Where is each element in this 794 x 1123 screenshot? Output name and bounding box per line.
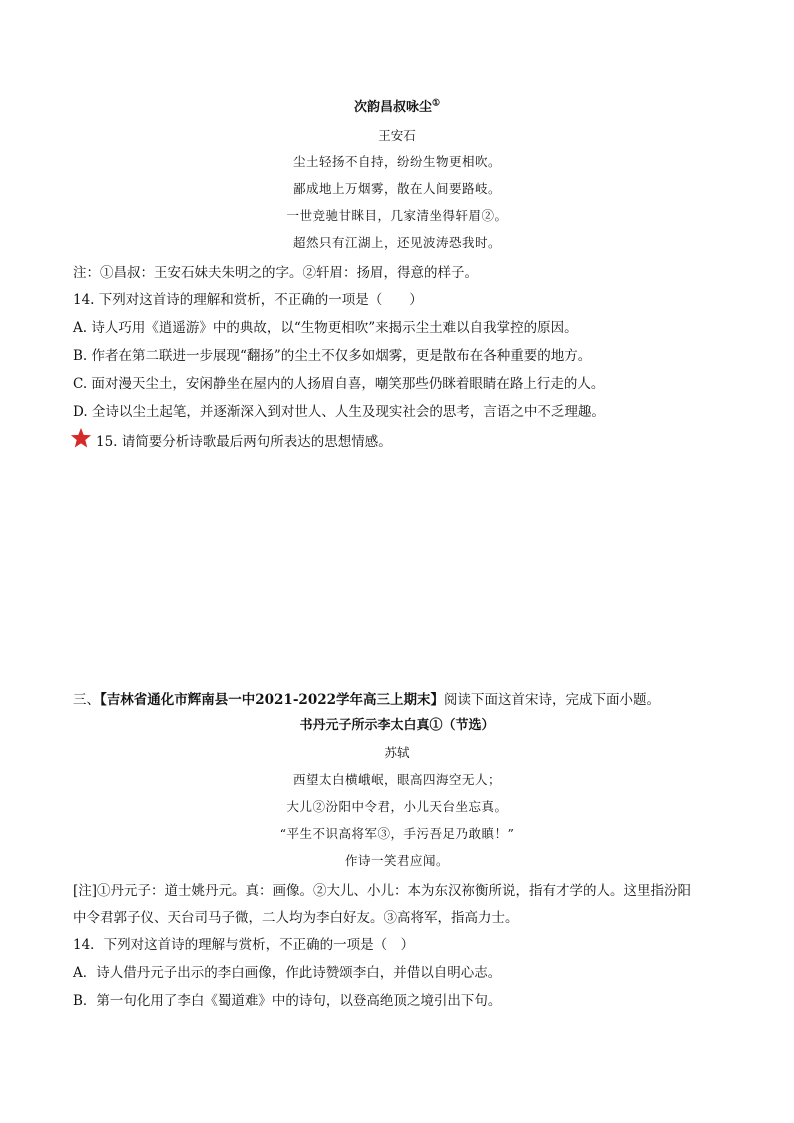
- poem2-line-4: 作诗一笑君应闻。: [344, 853, 449, 868]
- q14b-stem: 14．下列对这首诗的理解与赏析，不正确的一项是（ ）: [73, 937, 415, 953]
- q14a-option-a: A. 诗人巧用《逍遥游》中的典故，以“生物更相吹”来揭示尘土难以自我掌控的原因。: [73, 320, 578, 336]
- q14b-option-b: B．第一句化用了李白《蜀道难》中的诗句，以登高绝顶之境引出下句。: [73, 993, 502, 1009]
- poem1-note: 注：①昌叔：王安石妹夫朱明之的字。②轩眉：扬眉，得意的样子。: [73, 265, 478, 281]
- q14a-option-d: D. 全诗以尘土起笔，并逐渐深入到对世人、人生及现实社会的思考，言语之中不乏理趣。: [73, 404, 605, 420]
- poem1-line-3: 一世竞驰甘眯目，几家清坐得轩眉②。: [286, 208, 508, 223]
- poem2-note-line-1: [注]①丹元子：道士姚丹元。真：画像。②大儿、小儿：本为东汉祢衡所说，指有才学的人。这里指汾阳: [73, 883, 692, 899]
- q15-text: 15. 请简要分析诗歌最后两句所表达的思想情感。: [96, 434, 392, 450]
- poem1-line-1: 尘土轻扬不自持，纷纷生物更相吹。: [292, 154, 501, 169]
- poem1-line-2: 鄙成地上万烟雾，散在人间要路岐。: [292, 181, 501, 196]
- q14a-stem: 14. 下列对这首诗的理解和赏析，不正确的一项是（ ）: [73, 292, 423, 308]
- poem2-title: 书丹元子所示李太白真①（节选）: [299, 718, 495, 733]
- poem2-line-3: “平生不识高将军③，手污吾足乃敢瞋！”: [279, 826, 515, 841]
- star-icon: [70, 427, 92, 449]
- poem2-line-2: 大儿②汾阳中令君，小儿天台坐忘真。: [286, 799, 508, 814]
- q14b-option-a: A．诗人借丹元子出示的李白画像，作此诗赞颂李白，并借以自明心志。: [73, 965, 502, 981]
- poem2-author: 苏轼: [384, 745, 410, 760]
- q14a-option-b: B. 作者在第二联进一步展现“翻扬”的尘土不仅多如烟雾，更是散布在各种重要的地方。: [73, 348, 592, 364]
- poem1-author: 王安石: [378, 128, 416, 143]
- poem2-line-1: 西望太白横峨岷，眼高四海空无人；: [292, 772, 501, 787]
- poem1-title: 次韵昌叔咏尘①: [353, 98, 441, 115]
- poem1-line-4: 超然只有江湖上，还见波涛恐我时。: [292, 235, 501, 250]
- q14a-option-c: C. 面对漫天尘土，安闲静坐在屋内的人扬眉自喜，嘲笑那些仍眯着眼睛在路上行走的人。: [73, 376, 605, 392]
- poem2-note-line-2: 中令君郭子仪、天台司马子微，二人均为李白好友。③高将军，指高力士。: [73, 910, 519, 926]
- section3-heading: 三、【吉林省通化市辉南县一中2021-2022学年高三上期末】阅读下面这首宋诗，完成下面小题。: [73, 692, 660, 708]
